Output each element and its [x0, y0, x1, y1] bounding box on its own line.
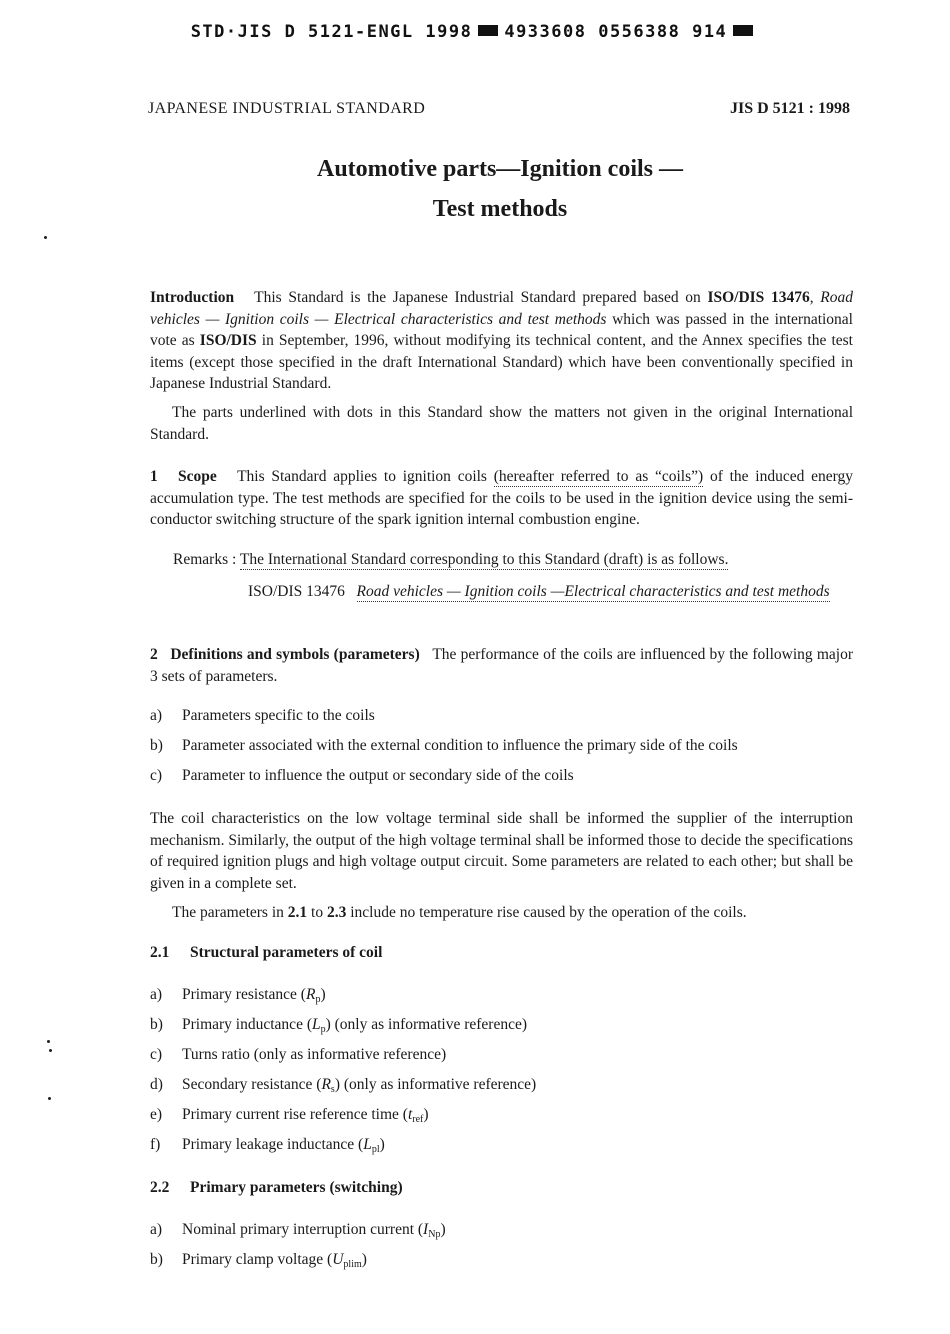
list-text-after: )	[361, 1251, 367, 1268]
symbol: R	[305, 986, 316, 1003]
header-standard-number: JIS D 5121 : 1998	[729, 100, 850, 117]
scan-stamp	[0, 22, 950, 42]
list-item	[150, 1046, 870, 1064]
list-item	[150, 1251, 870, 1270]
p3-text-c: to	[307, 904, 327, 921]
list-label: b)	[150, 737, 163, 754]
symbol: I	[423, 1221, 429, 1238]
list-text: Nominal primary interruption current (	[182, 1221, 424, 1238]
scope-dotted-text: (hereafter referred to as “coils”)	[493, 468, 704, 485]
list-item	[150, 1016, 870, 1035]
list-text: Primary resistance (	[182, 986, 306, 1003]
list-label: f)	[150, 1136, 161, 1153]
symbol: R	[321, 1076, 331, 1093]
list-item	[150, 1076, 870, 1095]
scan-speck	[44, 236, 47, 239]
introduction-note: The parts underlined with dots in this Standard show the matters not given in the original International Standard.	[150, 404, 853, 443]
scope-number: 1	[150, 468, 158, 485]
p3-ref-1: 2.1	[287, 904, 308, 921]
list-text-after: )	[440, 1221, 446, 1238]
list-text: Primary current rise reference time (	[182, 1106, 408, 1123]
symbol: t	[407, 1106, 413, 1123]
scope-paragraph	[150, 466, 853, 531]
reference-title: Road vehicles — Ignition coils —Electrical characteristics and test methods	[356, 583, 830, 600]
symbol-subscript: p	[320, 1024, 326, 1035]
intro-text-2: ,	[809, 289, 814, 306]
list-text: Parameter associated with the external condition to influence the primary side of the coils	[182, 737, 738, 754]
scope-reference	[248, 581, 856, 603]
section-title: Structural parameters of coil	[190, 944, 383, 961]
symbol-subscript: plim	[343, 1259, 362, 1270]
list-item	[150, 707, 870, 725]
stamp-right: 4933608 0556388 914	[504, 22, 728, 42]
section-number: 2.2	[150, 1179, 170, 1196]
list-label: b)	[150, 1016, 163, 1033]
list-item	[150, 1136, 870, 1155]
definitions-paragraph-3	[150, 902, 853, 924]
intro-iso-ref-2: ISO/DIS	[199, 332, 257, 349]
definitions-paragraph-2: The coil characteristics on the low voltage terminal side shall be informed the supplier of the interruption mechanism. Similarly, the output of the high voltage terminal shall be informed those to decide the specifications of required ignition plugs and high voltage output circuit. Some parameters are related to each other; but shall be given in a complete set.	[150, 810, 853, 892]
symbol: U	[332, 1251, 344, 1268]
definitions-text: The performance of the coils are influenced by the following major 3 sets of parameters.	[150, 646, 854, 685]
header-standard-name: JAPANESE INDUSTRIAL STANDARD	[148, 100, 426, 117]
intro-text-1: This Standard is the Japanese Industrial Standard prepared based on	[254, 289, 708, 306]
reference-id: ISO/DIS 13476	[248, 583, 345, 600]
scope-text-1: This Standard applies to ignition coils	[237, 468, 494, 485]
document-title-line-1: Automotive parts—Ignition coils —	[317, 156, 683, 182]
symbol-subscript: Np	[428, 1229, 441, 1240]
list-text-after: )	[379, 1136, 385, 1153]
list-text-after: ) (only as informative reference)	[334, 1076, 537, 1093]
section-number: 2.1	[150, 944, 170, 961]
list-item	[150, 1106, 870, 1125]
list-label: c)	[150, 1046, 163, 1063]
p3-text-a: The parameters in	[172, 904, 288, 921]
list-label: d)	[150, 1076, 163, 1093]
scan-speck	[48, 1097, 51, 1100]
remarks-text: The International Standard corresponding to this Standard (draft) is as follows.	[239, 551, 729, 568]
section-2-1-heading	[150, 944, 382, 962]
intro-italic-title: Road vehicles — Ignition coils — Electrical characteristics and test methods	[150, 289, 854, 328]
introduction-heading: Introduction	[150, 289, 235, 306]
list-item	[150, 737, 870, 755]
intro-iso-ref: ISO/DIS 13476	[707, 289, 810, 306]
list-text: Primary clamp voltage (	[182, 1251, 333, 1268]
definitions-paragraph	[150, 644, 853, 687]
list-text-after: )	[423, 1106, 429, 1123]
scan-speck	[49, 1049, 52, 1052]
list-text: Parameters specific to the coils	[182, 707, 375, 724]
scope-text-2: of the induced energy accumulation type. The test methods are specified for the coils to be used in the ignition device using the semi-conductor switching structure of the spark ignition internal combustion engine.	[150, 468, 854, 528]
scan-speck	[47, 1040, 50, 1043]
symbol-subscript: pl	[371, 1144, 380, 1155]
p3-ref-2: 2.3	[326, 904, 347, 921]
symbol-subscript: p	[315, 994, 321, 1005]
scope-heading: Scope	[178, 468, 217, 485]
intro-text-4: in September, 1996, without modifying its technical content, and the Annex specifies the test items (except those specified in the draft International Standard) which have been conventionally specified in Japanese Industrial Standard.	[150, 332, 853, 392]
list-label: a)	[150, 707, 163, 724]
remarks-label: Remarks :	[173, 551, 237, 568]
list-label: a)	[150, 986, 163, 1003]
intro-text-3: which was passed in the international vote as	[150, 310, 853, 349]
list-label: a)	[150, 1221, 163, 1238]
introduction-paragraph	[150, 287, 853, 395]
scope-remarks	[173, 551, 863, 569]
list-text-after: )	[320, 986, 326, 1003]
definitions-heading: Definitions and symbols (parameters)	[170, 646, 420, 663]
list-item	[150, 767, 870, 785]
list-item	[150, 986, 870, 1005]
p3-text-e: include no temperature rise caused by the operation of the coils.	[346, 904, 747, 921]
stamp-block-1	[478, 25, 498, 36]
stamp-left: STD·JIS D 5121-ENGL 1998	[190, 22, 473, 42]
list-label: e)	[150, 1106, 163, 1123]
definitions-number: 2	[150, 646, 158, 663]
list-label: c)	[150, 767, 163, 784]
symbol: L	[311, 1016, 321, 1033]
list-text: Primary inductance (	[182, 1016, 312, 1033]
list-text: Turns ratio (only as informative reference)	[182, 1046, 447, 1063]
list-text: Primary leakage inductance (	[182, 1136, 364, 1153]
list-text: Secondary resistance (	[182, 1076, 322, 1093]
list-text-after: ) (only as informative reference)	[325, 1016, 528, 1033]
stamp-block-2	[733, 25, 753, 36]
list-item	[150, 1221, 870, 1240]
list-text: Parameter to influence the output or secondary side of the coils	[182, 767, 574, 784]
section-2-2-heading	[150, 1179, 403, 1197]
symbol-subscript: ref	[412, 1114, 424, 1125]
list-label: b)	[150, 1251, 163, 1268]
document-title-line-2: Test methods	[432, 196, 568, 222]
symbol-subscript: s	[330, 1084, 335, 1095]
section-title: Primary parameters (switching)	[190, 1179, 403, 1196]
symbol: L	[363, 1136, 372, 1153]
